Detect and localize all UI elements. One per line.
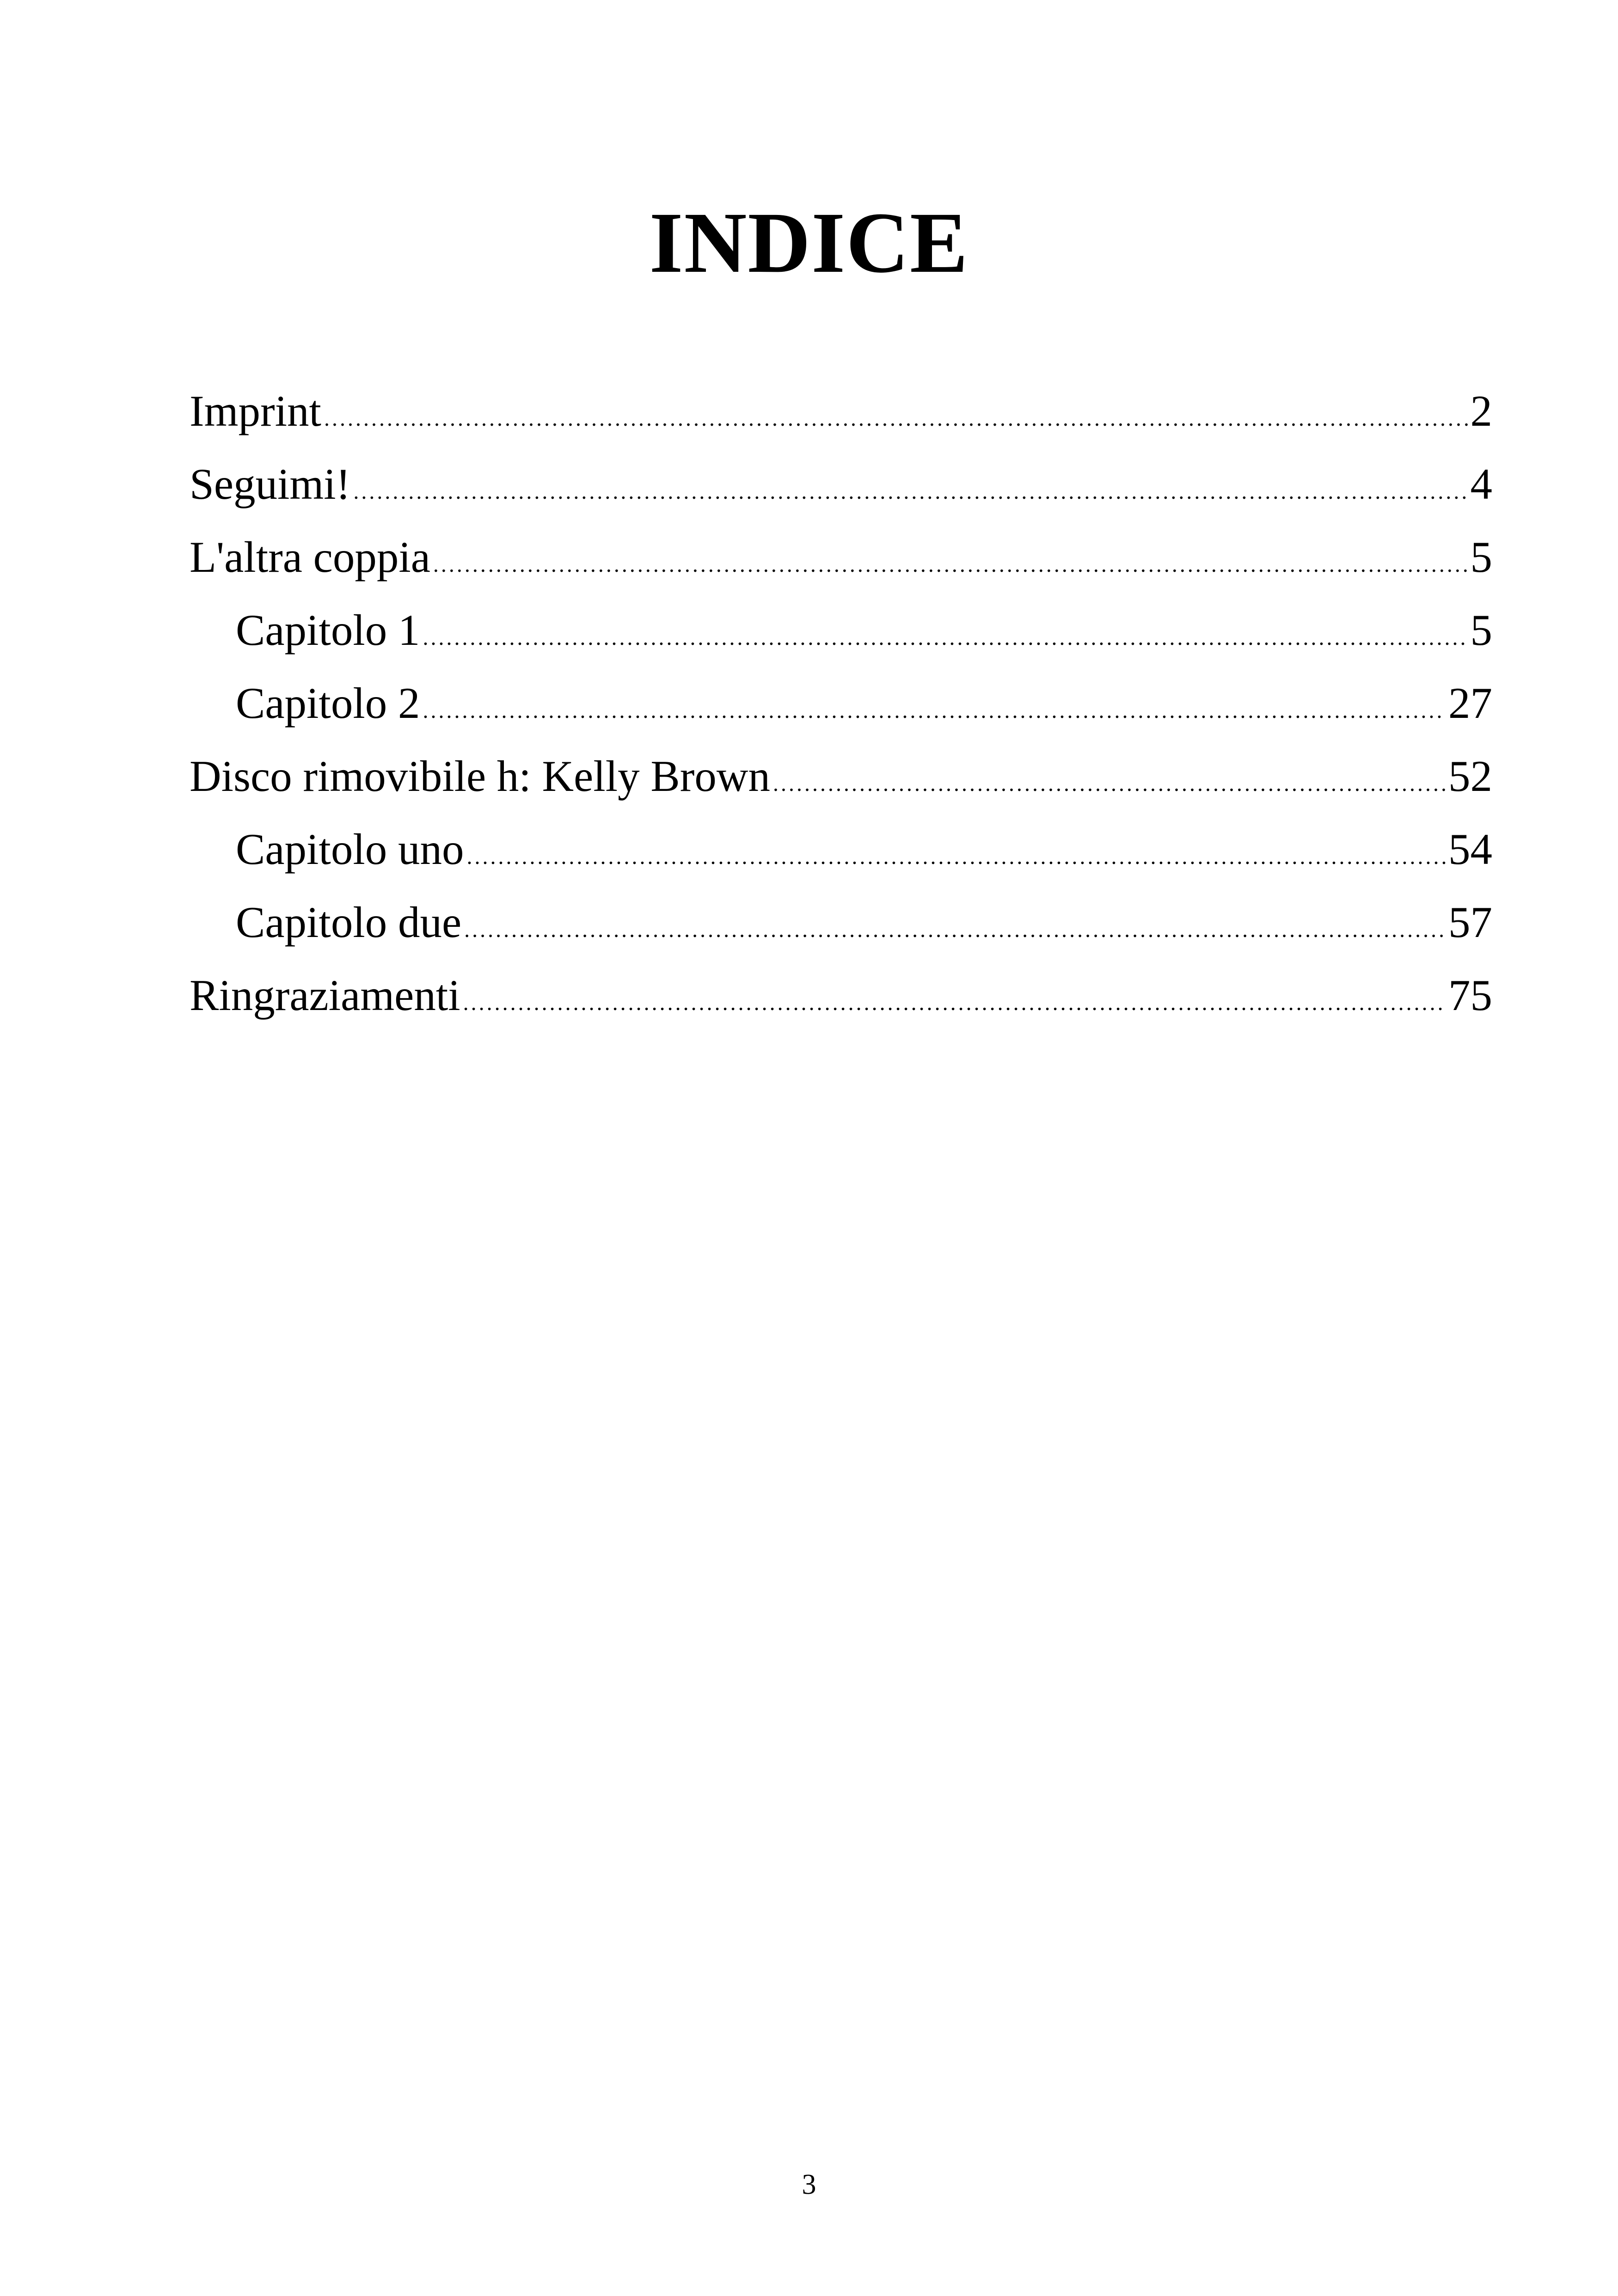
toc-entry-label: Ringraziamenti [190, 971, 460, 1020]
toc-dot-leader [433, 528, 1468, 601]
toc-entry-label: L'altra coppia [190, 533, 430, 582]
toc-dot-leader [423, 601, 1467, 674]
toc-dot-leader [773, 747, 1446, 820]
toc-entry-capitolo-2[interactable] [190, 667, 1492, 740]
toc-entry-label: Capitolo 1 [236, 606, 420, 655]
page-title: INDICE [649, 194, 969, 291]
toc-entry-laltra-coppia[interactable] [190, 520, 1492, 594]
toc-entry-page: 27 [1448, 679, 1492, 728]
toc-entry-label: Capitolo uno [236, 825, 464, 874]
toc-entry-page: 2 [1470, 386, 1492, 435]
toc-entry-disco-rimovibile[interactable] [190, 740, 1492, 813]
toc-entry-page: 5 [1470, 533, 1492, 582]
toc-entry-page: 5 [1470, 606, 1492, 655]
toc-entry-label: Capitolo 2 [236, 679, 420, 728]
table-of-contents [190, 374, 1492, 1032]
toc-dot-leader [463, 967, 1446, 1040]
toc-entry-page: 75 [1448, 971, 1492, 1020]
toc-entry-capitolo-due[interactable] [190, 886, 1492, 959]
toc-dot-leader [464, 894, 1446, 967]
toc-dot-leader [324, 382, 1468, 455]
toc-dot-leader [423, 674, 1446, 747]
toc-entry-imprint[interactable] [190, 374, 1492, 447]
toc-entry-page: 54 [1448, 825, 1492, 874]
toc-entry-label: Capitolo due [236, 898, 462, 947]
toc-entry-label: Seguimi! [190, 459, 351, 508]
toc-entry-page: 52 [1448, 752, 1492, 801]
page-number: 3 [802, 2169, 816, 2200]
toc-entry-capitolo-uno[interactable] [190, 813, 1492, 886]
toc-entry-page: 57 [1448, 898, 1492, 947]
toc-entry-label: Imprint [190, 386, 321, 435]
toc-entry-label: Disco rimovibile h: Kelly Brown [190, 752, 770, 801]
toc-entry-seguimi[interactable] [190, 447, 1492, 520]
toc-dot-leader [466, 820, 1446, 894]
toc-entry-page: 4 [1470, 459, 1492, 508]
toc-entry-capitolo-1[interactable] [190, 594, 1492, 667]
toc-dot-leader [353, 455, 1467, 528]
toc-entry-ringraziamenti[interactable] [190, 959, 1492, 1032]
